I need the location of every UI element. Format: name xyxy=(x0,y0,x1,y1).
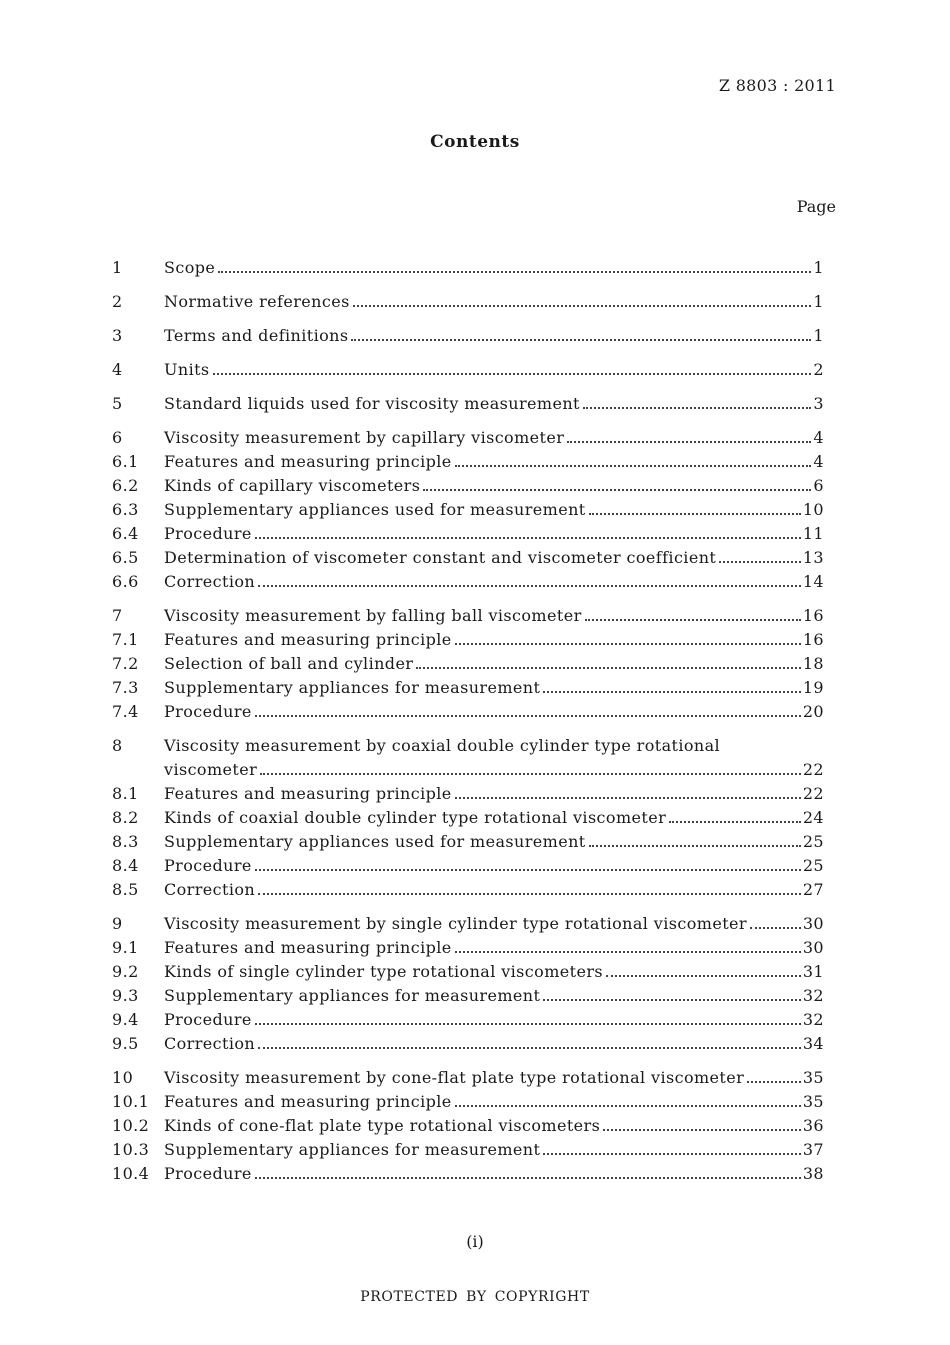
toc-entry-title: Viscosity measurement by single cylinder type rotational viscometer xyxy=(164,914,747,933)
toc-entry[interactable] xyxy=(112,1162,824,1186)
dot-leader xyxy=(255,715,801,717)
toc-entry[interactable] xyxy=(112,960,824,984)
toc-entry-title: Standard liquids used for viscosity measurement xyxy=(164,394,580,413)
dot-leader xyxy=(719,561,801,563)
toc-entry[interactable] xyxy=(112,324,824,348)
dot-leader xyxy=(455,797,801,799)
toc-entry-number: 7.4 xyxy=(112,702,139,721)
toc-entry-title: Supplementary appliances used for measurement xyxy=(164,832,586,851)
toc-entry-page: 16 xyxy=(802,630,824,649)
dot-leader xyxy=(255,869,801,871)
toc-entry-page: 24 xyxy=(802,808,824,827)
toc-entry-page: 16 xyxy=(802,606,824,625)
toc-entry-page: 22 xyxy=(802,784,824,803)
dot-leader xyxy=(543,1153,801,1155)
toc-entry[interactable] xyxy=(112,256,824,280)
toc-entry[interactable] xyxy=(112,676,824,700)
toc-section-group xyxy=(112,324,824,348)
toc-entry-title: Correction xyxy=(164,1034,256,1053)
toc-entry-title: Units xyxy=(164,360,210,379)
toc-entry-page: 18 xyxy=(802,654,824,673)
toc-entry-number: 8.5 xyxy=(112,880,139,899)
toc-entry-page: 14 xyxy=(802,572,824,591)
toc-entry-page: 34 xyxy=(802,1034,824,1053)
toc-entry-number: 10.3 xyxy=(112,1140,150,1159)
page-title: Contents xyxy=(430,132,520,152)
toc-entry-title: Features and measuring principle xyxy=(164,1092,452,1111)
toc-entry-number: 9.4 xyxy=(112,1010,139,1029)
toc-entry-title: Procedure xyxy=(164,856,252,875)
toc-entry[interactable] xyxy=(112,392,824,416)
toc-entry[interactable] xyxy=(112,290,824,314)
dot-leader xyxy=(455,465,812,467)
toc-entry-number: 6.5 xyxy=(112,548,139,567)
toc-entry-page: 22 xyxy=(802,760,824,779)
toc-entry-page: 25 xyxy=(802,832,824,851)
toc-entry-title: Features and measuring principle xyxy=(164,452,452,471)
toc-entry-number: 10.4 xyxy=(112,1164,150,1183)
toc-entry-number: 8 xyxy=(112,736,123,755)
toc-entry[interactable] xyxy=(112,806,824,830)
toc-section-group xyxy=(112,358,824,382)
dot-leader xyxy=(543,691,801,693)
dot-leader xyxy=(669,821,801,823)
toc-entry-page: 20 xyxy=(802,702,824,721)
toc-entry-page: 1 xyxy=(813,258,824,277)
toc-entry-title: Procedure xyxy=(164,1164,252,1183)
toc-entry-title: Kinds of capillary viscometers xyxy=(164,476,421,495)
toc-entry-page: 4 xyxy=(813,452,824,471)
toc-entry-title: Procedure xyxy=(164,702,252,721)
toc-entry-title: Selection of ball and cylinder xyxy=(164,654,414,673)
toc-entry-page: 6 xyxy=(813,476,824,495)
toc-entry-number: 6.1 xyxy=(112,452,139,471)
toc-entry-number: 9.2 xyxy=(112,962,139,981)
toc-entry[interactable] xyxy=(112,1066,824,1090)
toc-entry-page: 36 xyxy=(802,1116,824,1135)
dot-leader xyxy=(260,773,801,775)
toc-entry-title: Determination of viscometer constant and viscometer coefficient xyxy=(164,548,717,567)
toc-entry-number: 7.1 xyxy=(112,630,139,649)
toc-entry[interactable] xyxy=(112,1114,824,1138)
dot-leader xyxy=(567,441,811,443)
toc-entry-number: 8.3 xyxy=(112,832,139,851)
toc-entry[interactable] xyxy=(112,652,824,676)
toc-entry-number: 6.4 xyxy=(112,524,139,543)
toc-entry[interactable] xyxy=(112,700,824,724)
toc-entry[interactable] xyxy=(112,936,824,960)
toc-entry-number: 6.3 xyxy=(112,500,139,519)
toc-entry-title: Supplementary appliances for measurement xyxy=(164,1140,541,1159)
toc-entry[interactable] xyxy=(112,782,824,806)
toc-entry[interactable] xyxy=(112,498,824,522)
toc-entry[interactable] xyxy=(112,474,824,498)
dot-leader xyxy=(455,951,801,953)
toc-entry-number: 1 xyxy=(112,258,123,277)
toc-entry-title: Viscosity measurement by coaxial double cylinder type rotational xyxy=(164,736,721,755)
toc-entry[interactable] xyxy=(112,546,824,570)
toc-entry-page: 11 xyxy=(802,524,824,543)
toc-entry-page: 1 xyxy=(813,326,824,345)
toc-entry-number: 7.3 xyxy=(112,678,139,697)
toc-entry-number: 6 xyxy=(112,428,123,447)
dot-leader xyxy=(603,1129,801,1131)
dot-leader xyxy=(423,489,811,491)
toc-entry-title: Correction xyxy=(164,880,256,899)
toc-entry-title: Viscosity measurement by cone-flat plate type rotational viscometer xyxy=(164,1068,745,1087)
toc-entry-page: 32 xyxy=(802,986,824,1005)
toc-entry-title: Kinds of single cylinder type rotational viscometers xyxy=(164,962,603,981)
dot-leader xyxy=(255,537,801,539)
page-folio: (i) xyxy=(466,1232,484,1251)
toc-entry-page: 19 xyxy=(802,678,824,697)
toc-entry-title: Kinds of coaxial double cylinder type rotational viscometer xyxy=(164,808,667,827)
toc-entry-number: 9.3 xyxy=(112,986,139,1005)
toc-entry-number: 2 xyxy=(112,292,123,311)
dot-leader xyxy=(747,1081,801,1083)
toc-entry-title: Correction xyxy=(164,572,256,591)
toc-entry-page: 3 xyxy=(813,394,824,413)
toc-entry-page: 31 xyxy=(802,962,824,981)
toc-section-group xyxy=(112,1066,824,1186)
toc-entry-number: 8.1 xyxy=(112,784,139,803)
toc-entry-page: 10 xyxy=(802,500,824,519)
dot-leader xyxy=(583,407,812,409)
toc-entry[interactable] xyxy=(112,426,824,450)
dot-leader xyxy=(351,339,811,341)
dot-leader xyxy=(258,1047,801,1049)
toc-entry-title: Features and measuring principle xyxy=(164,938,452,957)
toc-entry-number: 7 xyxy=(112,606,123,625)
toc-section-group xyxy=(112,734,824,902)
toc-entry-number: 10.2 xyxy=(112,1116,150,1135)
dot-leader xyxy=(258,893,801,895)
dot-leader xyxy=(585,619,801,621)
toc-entry-page: 30 xyxy=(802,938,824,957)
toc-entry-page: 4 xyxy=(813,428,824,447)
toc-entry-title: Viscosity measurement by falling ball viscometer xyxy=(164,606,582,625)
toc-section-group xyxy=(112,426,824,594)
page-column-label: Page xyxy=(796,197,836,216)
table-of-contents xyxy=(112,256,824,1196)
dot-leader xyxy=(218,271,811,273)
dot-leader xyxy=(750,927,801,929)
toc-entry-title: Procedure xyxy=(164,524,252,543)
toc-entry-number: 9.1 xyxy=(112,938,139,957)
toc-entry-title: Features and measuring principle xyxy=(164,784,452,803)
toc-entry-page: 2 xyxy=(813,360,824,379)
toc-entry-page: 37 xyxy=(802,1140,824,1159)
toc-entry-number: 5 xyxy=(112,394,123,413)
toc-entry-title: viscometer xyxy=(164,760,258,779)
toc-entry-number: 4 xyxy=(112,360,123,379)
toc-entry-title: Procedure xyxy=(164,1010,252,1029)
toc-entry-title: Normative references xyxy=(164,292,350,311)
toc-entry[interactable] xyxy=(112,1138,824,1162)
toc-entry-title: Scope xyxy=(164,258,216,277)
toc-entry[interactable] xyxy=(112,1008,824,1032)
toc-entry-page: 27 xyxy=(802,880,824,899)
toc-entry-title: Supplementary appliances for measurement xyxy=(164,986,541,1005)
toc-entry-title: Viscosity measurement by capillary viscometer xyxy=(164,428,565,447)
dot-leader xyxy=(416,667,800,669)
toc-entry[interactable] xyxy=(112,878,824,902)
toc-entry-number: 7.2 xyxy=(112,654,139,673)
toc-entry[interactable] xyxy=(112,734,824,758)
toc-entry[interactable] xyxy=(112,984,824,1008)
toc-section-group xyxy=(112,256,824,280)
dot-leader xyxy=(606,975,801,977)
dot-leader xyxy=(213,373,812,375)
toc-entry-title: Supplementary appliances used for measurement xyxy=(164,500,586,519)
toc-entry-number: 3 xyxy=(112,326,123,345)
toc-entry-page: 25 xyxy=(802,856,824,875)
dot-leader xyxy=(455,643,801,645)
toc-entry[interactable] xyxy=(112,758,824,782)
toc-entry[interactable] xyxy=(112,912,824,936)
toc-entry-title: Features and measuring principle xyxy=(164,630,452,649)
toc-entry[interactable] xyxy=(112,1032,824,1056)
toc-entry-number: 10.1 xyxy=(112,1092,150,1111)
toc-entry[interactable] xyxy=(112,570,824,594)
toc-section-group xyxy=(112,604,824,724)
toc-entry-page: 1 xyxy=(813,292,824,311)
toc-entry-title: Supplementary appliances for measurement xyxy=(164,678,541,697)
toc-entry-page: 30 xyxy=(802,914,824,933)
toc-entry-page: 35 xyxy=(802,1068,824,1087)
dot-leader xyxy=(255,1177,801,1179)
toc-entry[interactable] xyxy=(112,604,824,628)
dot-leader xyxy=(589,845,801,847)
toc-entry-number: 9 xyxy=(112,914,123,933)
toc-entry[interactable] xyxy=(112,358,824,382)
document-id: Z 8803 : 2011 xyxy=(718,76,836,95)
dot-leader xyxy=(455,1105,801,1107)
toc-entry[interactable] xyxy=(112,1090,824,1114)
dot-leader xyxy=(353,305,812,307)
dot-leader xyxy=(258,585,801,587)
toc-entry[interactable] xyxy=(112,628,824,652)
dot-leader xyxy=(255,1023,801,1025)
toc-entry-number: 6.6 xyxy=(112,572,139,591)
toc-entry-page: 38 xyxy=(802,1164,824,1183)
copyright-notice: PROTECTED BY COPYRIGHT xyxy=(360,1289,590,1305)
toc-entry-title: Terms and definitions xyxy=(164,326,349,345)
toc-section-group xyxy=(112,912,824,1056)
toc-entry[interactable] xyxy=(112,450,824,474)
dot-leader xyxy=(589,513,801,515)
toc-section-group xyxy=(112,392,824,416)
toc-entry-number: 8.2 xyxy=(112,808,139,827)
toc-entry-number: 10 xyxy=(112,1068,134,1087)
toc-entry-title: Kinds of cone-flat plate type rotational viscometers xyxy=(164,1116,601,1135)
toc-entry[interactable] xyxy=(112,830,824,854)
toc-entry-number: 9.5 xyxy=(112,1034,139,1053)
dot-leader xyxy=(543,999,801,1001)
toc-entry[interactable] xyxy=(112,854,824,878)
toc-entry-page: 32 xyxy=(802,1010,824,1029)
toc-entry-number: 8.4 xyxy=(112,856,139,875)
toc-entry[interactable] xyxy=(112,522,824,546)
toc-entry-number: 6.2 xyxy=(112,476,139,495)
toc-section-group xyxy=(112,290,824,314)
toc-entry-page: 13 xyxy=(802,548,824,567)
toc-entry-page: 35 xyxy=(802,1092,824,1111)
